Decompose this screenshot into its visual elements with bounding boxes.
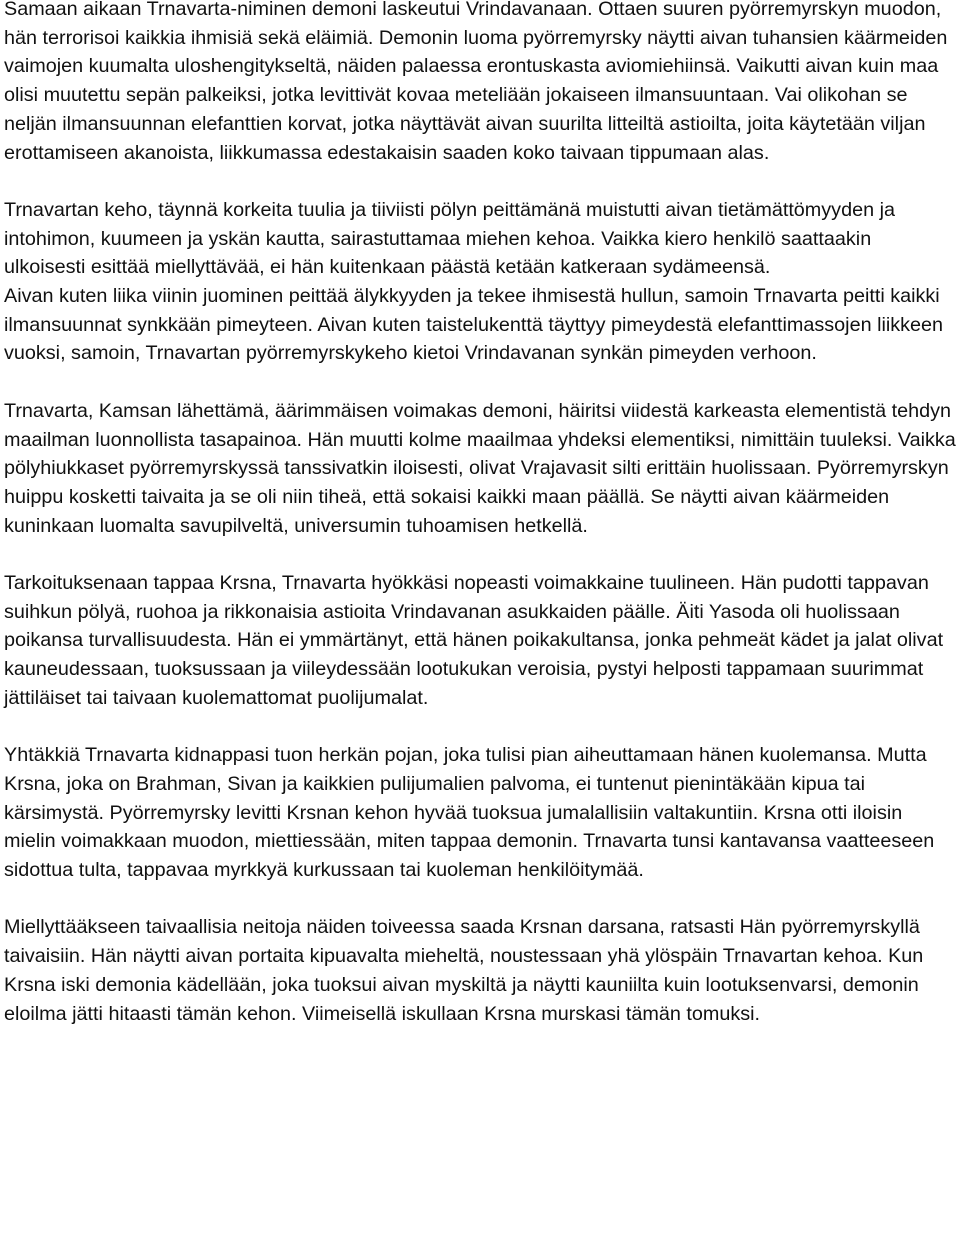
sentence: Trnavarta tunsi kantavansa vaatteeseen sidottua tulta, tappavaa myrkkyä kurkussaan tai kuoleman henkilöitymää.	[4, 830, 935, 882]
sentence: Tarkoituksenaan tappaa Krsna, Trnavarta hyökkäsi nopeasti voimakkaine tuulineen.	[4, 572, 736, 595]
sentence: Samaan aikaan Trnavarta-niminen demoni laskeutui Vrindavanaan.	[4, 0, 593, 20]
sentence: Kun Krsna iski demonia kädellään, joka tuoksui aivan myskiltä ja näytti kauniilta kuin lootuksenvarsi, demonin eloilma jätti hitaasti tämän kehon.	[4, 945, 924, 1025]
sentence: Viimeisellä iskullaan Krsna murskasi tämän tomuksi.	[301, 1002, 761, 1025]
sentence: Krsna otti iloisin mielin voimakkaan muodon, miettiessään, miten tappaa demonin.	[4, 801, 903, 853]
sentence: Miellyttääkseen taivaallisia neitoja näiden toiveessa saada Krsnan darsana, ratsasti Hän pyörremyrskyllä taivaisiin.	[4, 916, 920, 968]
sentence: Demonin luoma pyörremyrsky näytti aivan tuhansien käärmeiden vaimojen kuumalta uloshengitykseltä, näiden palaessa erontuskasta aviomiehiinsä.	[4, 26, 948, 78]
paragraph-4	[4, 397, 958, 541]
sentence: Trnavartan keho, täynnä korkeita tuulia ja tiiviisti pölyn peittämänä muistutti aivan tietämättömyyden ja intohimon, kuumeen ja yskän kautta, sairastuttamaa miehen kehoa.	[4, 198, 895, 250]
sentence: Vaikutti aivan kuin maa olisi muutettu sepän palkeiksi, jotka levittivät kovaa meteliään jokaiseen ilmansuuntaan.	[4, 55, 939, 107]
paragraph-7	[4, 913, 958, 1028]
sentence: Hän ei ymmärtänyt, että hänen poikakultansa, jonka pehmeät kädet ja jalat olivat kauneudessaan, tuoksussaan ja viileydessään lootukukan veroisia, pystyi helposti tappamaan suurimmat jättiläiset tai taivaan kuolemattomat puolijumalat.	[4, 629, 944, 709]
sentence: Trnavarta, Kamsan lähettämä, äärimmäisen voimakas demoni, häiritsi viidestä karkeasta elementistä tehdyn maailman luonnollista tasapainoa.	[4, 399, 951, 451]
sentence: Ottaen suuren pyörremyrskyn muodon, hän terrorisoi kaikkia ihmisiä sekä eläimiä.	[4, 0, 942, 49]
sentence: Aivan kuten taistelukenttä täyttyy pimeydestä elefanttimassojen liikkeen vuoksi, samoin, Trnavartan pyörremyrskykeho kietoi Vrindavanan synkän pimeyden verhoon.	[4, 313, 944, 365]
paragraph-2	[4, 196, 958, 282]
paragraph-3	[4, 282, 958, 368]
sentence: Mutta Krsna, joka on Brahman, Sivan ja kaikkien pulijumalien palvoma, ei tuntenut pienintäkään kipua tai kärsimystä.	[4, 744, 927, 824]
sentence: Pyörremyrskyn huippu kosketti taivaita ja se oli niin tiheä, että sokaisi kaikki maan päällä.	[4, 457, 949, 508]
sentence: Vaikka kiero henkilö saattaakin ulkoisesti esittää miellyttävää, ei hän kuitenkaan päästä ketään katkeraan sydämeensä.	[4, 227, 872, 279]
sentence: Aivan kuten liika viinin juominen peittää älykkyyden ja tekee ihmisestä hullun, samoin Trnavarta peitti kaikki ilmansuunnat synkkään pimeyteen.	[4, 285, 940, 336]
sentence: Yhtäkkiä Trnavarta kidnappasi tuon herkän pojan, joka tulisi pian aiheuttamaan hänen kuolemansa.	[4, 744, 872, 767]
paragraph-1	[4, 0, 958, 167]
sentence: Hän muutti kolme maailmaa yhdeksi elementiksi, nimittäin tuuleksi.	[307, 428, 893, 451]
sentence: Hän näytti aivan portaita kipuavalta mieheltä, noustessaan yhä ylöspäin Trnavartan kehoa.	[90, 945, 883, 968]
sentence: Hän pudotti tappavan suihkun pölyä, ruohoa ja rikkonaisia astioita Vrindavanan asukkaiden päälle.	[4, 572, 929, 623]
sentence: Vai olikohan se neljän ilmansuunnan elefanttien korvat, jotka näyttävät aivan suurilta litteiltä astioilta, joita käytetään viljan erottamiseen akanoista, liikkumassa edestakaisin saaden koko taivaan tippumaan alas.	[4, 84, 926, 164]
paragraph-6	[4, 741, 958, 885]
paragraph-5	[4, 569, 958, 713]
sentence: Se näytti aivan käärmeiden kuninkaan luomalta savupilveltä, universumin tuhoamisen hetkellä.	[4, 485, 890, 537]
sentence: Pyörremyrsky levitti Krsnan kehon hyvää tuoksua jumalallisiin valtakuntiin.	[109, 801, 759, 824]
sentence: Vaikka pölyhiukkaset pyörremyrskyssä tanssivatkin iloisesti, olivat Vrajavasit silti erittäin huolissaan.	[4, 428, 956, 480]
sentence: Äiti Yasoda oli huolissaan poikansa turvallisuudesta.	[4, 600, 900, 652]
